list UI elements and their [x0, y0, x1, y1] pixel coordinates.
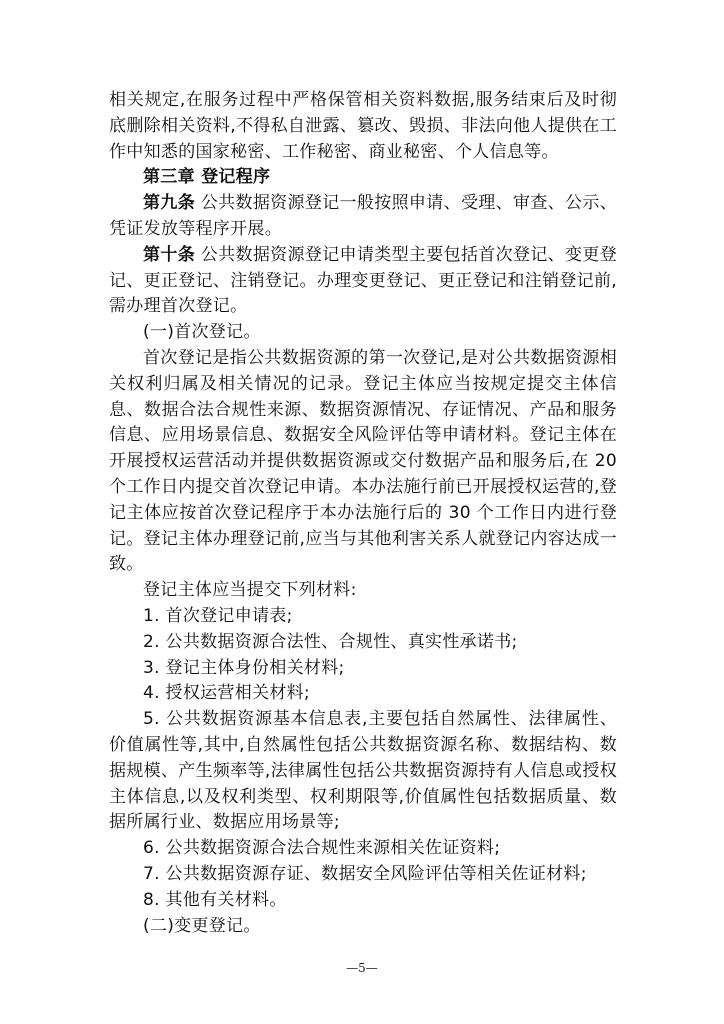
list-item: 8. 其他有关材料。 — [143, 889, 287, 910]
section-change-registration: (二)变更登记。 — [143, 915, 261, 936]
list-item: 1. 首次登记申请表; — [143, 605, 293, 626]
article-10-label: 第十条 — [143, 244, 196, 265]
section-first-registration: (一)首次登记。 — [143, 322, 261, 343]
article-10-text: 公共数据资源登记申请类型主要包括首次登记、变更登记、更正登记、注销登记。办理变更登记、更正登记和注销登记前,需办理首次登记。 — [109, 244, 618, 317]
chapter-heading: 第三章 登记程序 — [143, 167, 271, 188]
list-item: 3. 登记主体身份相关材料; — [143, 657, 345, 678]
paragraph-first-registration-definition: 首次登记是指公共数据资源的第一次登记,是对公共数据资源相关权利归属及相关情况的记录。登记主体应当按规定提交主体信息、数据合法合规性来源、数据资源情况、存证情况、产品和服务信息、应用场景信息、数据安全风险评估等申请材料。登记主体在开展授权运营活动并提供数据资源或交付数据产品和服务后,在 20 个工作日内提交首次登记申请。本办法施行前已开展授权运营的,登记主体应按首次登记程序于本办法施行后的 30 个工作日内进行登记。登记主体办理登记前,应当与其他利害关系人就登记内容达成一致。 — [109, 347, 617, 575]
list-item: 2. 公共数据资源合法性、合规性、真实性承诺书; — [143, 631, 518, 652]
page-number: —5— — [346, 961, 378, 975]
list-item: 5. 公共数据资源基本信息表,主要包括自然属性、法律属性、价值属性等,其中,自然属性包括公共数据资源名称、数据结构、数据规模、产生频率等,法律属性包括公共数据资源持有人信息或授权主体信息,以及权利类型、权利期限等,价值属性包括数据质量、数据所属行业、数据应用场景等; — [109, 709, 617, 833]
article-9-label: 第九条 — [143, 193, 196, 214]
document-body — [109, 88, 617, 939]
paragraph-materials-intro: 登记主体应当提交下列材料: — [143, 580, 357, 601]
list-item: 7. 公共数据资源存证、数据安全风险评估等相关佐证材料; — [143, 863, 587, 884]
article-9-text: 公共数据资源登记一般按照申请、受理、审查、公示、凭证发放等程序开展。 — [109, 193, 618, 239]
article-10 — [109, 243, 617, 320]
list-item: 4. 授权运营相关材料; — [143, 683, 310, 704]
paragraph-continuation: 相关规定,在服务过程中严格保管相关资料数据,服务结束后及时彻底删除相关资料,不得私自泄露、篡改、毁损、非法向他人提供在工作中知悉的国家秘密、工作秘密、商业秘密、个人信息等。 — [109, 90, 617, 162]
list-item: 6. 公共数据资源合法合规性来源相关佐证资料; — [143, 838, 501, 859]
article-9 — [109, 191, 617, 243]
